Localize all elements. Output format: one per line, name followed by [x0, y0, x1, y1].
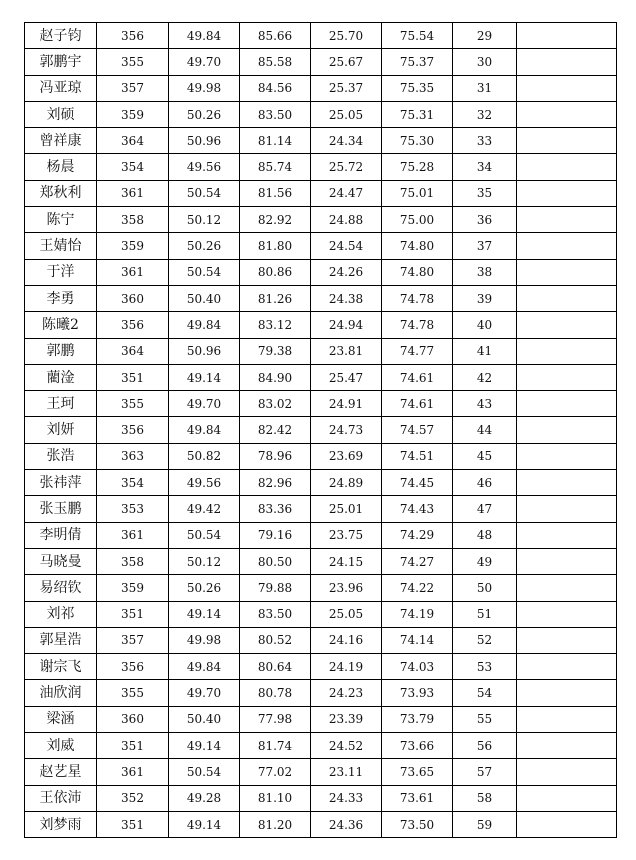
table-row: [25, 154, 617, 180]
weighted-interview-cell: 25.05: [311, 101, 382, 127]
interview-score-cell: 80.50: [240, 548, 311, 574]
name-cell: 油欣润: [25, 680, 97, 706]
rank-cell: 33: [453, 128, 517, 154]
score-cell: 353: [97, 496, 169, 522]
weighted-score-cell: 49.98: [169, 75, 240, 101]
table-row: [25, 733, 617, 759]
weighted-interview-cell: 24.88: [311, 207, 382, 233]
score-cell: 355: [97, 680, 169, 706]
total-score-cell: 75.54: [382, 23, 453, 49]
table-row: [25, 128, 617, 154]
rank-cell: 31: [453, 75, 517, 101]
score-cell: 364: [97, 338, 169, 364]
weighted-interview-cell: 25.05: [311, 601, 382, 627]
weighted-interview-cell: 24.54: [311, 233, 382, 259]
interview-score-cell: 79.88: [240, 575, 311, 601]
weighted-score-cell: 49.14: [169, 733, 240, 759]
remark-cell: [517, 285, 617, 311]
table-row: [25, 207, 617, 233]
remark-cell: [517, 417, 617, 443]
remark-cell: [517, 49, 617, 75]
remark-cell: [517, 733, 617, 759]
table-row: [25, 312, 617, 338]
remark-cell: [517, 391, 617, 417]
interview-score-cell: 77.98: [240, 706, 311, 732]
weighted-score-cell: 50.40: [169, 706, 240, 732]
rank-cell: 37: [453, 233, 517, 259]
remark-cell: [517, 207, 617, 233]
total-score-cell: 75.31: [382, 101, 453, 127]
weighted-interview-cell: 24.89: [311, 470, 382, 496]
name-cell: 张玉鹏: [25, 496, 97, 522]
total-score-cell: 73.65: [382, 759, 453, 785]
remark-cell: [517, 575, 617, 601]
score-cell: 357: [97, 627, 169, 653]
interview-score-cell: 85.74: [240, 154, 311, 180]
interview-score-cell: 84.90: [240, 364, 311, 390]
interview-score-cell: 79.16: [240, 522, 311, 548]
name-cell: 陈宁: [25, 207, 97, 233]
interview-score-cell: 84.56: [240, 75, 311, 101]
name-cell: 王依沛: [25, 785, 97, 811]
interview-score-cell: 81.56: [240, 180, 311, 206]
remark-cell: [517, 364, 617, 390]
weighted-interview-cell: 24.26: [311, 259, 382, 285]
score-table: [24, 22, 617, 838]
table-row: [25, 759, 617, 785]
rank-cell: 44: [453, 417, 517, 443]
rank-cell: 58: [453, 785, 517, 811]
score-cell: 351: [97, 811, 169, 837]
remark-cell: [517, 312, 617, 338]
total-score-cell: 75.00: [382, 207, 453, 233]
rank-cell: 30: [453, 49, 517, 75]
total-score-cell: 74.78: [382, 285, 453, 311]
weighted-score-cell: 50.26: [169, 233, 240, 259]
weighted-score-cell: 50.40: [169, 285, 240, 311]
name-cell: 杨晨: [25, 154, 97, 180]
rank-cell: 29: [453, 23, 517, 49]
rank-cell: 35: [453, 180, 517, 206]
table-row: [25, 75, 617, 101]
name-cell: 曾祥康: [25, 128, 97, 154]
total-score-cell: 73.93: [382, 680, 453, 706]
rank-cell: 54: [453, 680, 517, 706]
rank-cell: 55: [453, 706, 517, 732]
total-score-cell: 75.01: [382, 180, 453, 206]
score-cell: 360: [97, 285, 169, 311]
weighted-score-cell: 49.56: [169, 154, 240, 180]
interview-score-cell: 81.26: [240, 285, 311, 311]
weighted-interview-cell: 25.70: [311, 23, 382, 49]
total-score-cell: 74.03: [382, 654, 453, 680]
interview-score-cell: 83.36: [240, 496, 311, 522]
weighted-interview-cell: 24.15: [311, 548, 382, 574]
total-score-cell: 75.28: [382, 154, 453, 180]
name-cell: 刘妍: [25, 417, 97, 443]
weighted-score-cell: 49.28: [169, 785, 240, 811]
score-cell: 364: [97, 128, 169, 154]
name-cell: 藺淦: [25, 364, 97, 390]
table-row: [25, 259, 617, 285]
name-cell: 赵艺星: [25, 759, 97, 785]
table-row: [25, 233, 617, 259]
score-cell: 354: [97, 154, 169, 180]
weighted-interview-cell: 23.39: [311, 706, 382, 732]
score-cell: 352: [97, 785, 169, 811]
name-cell: 郭鹏宇: [25, 49, 97, 75]
name-cell: 张浩: [25, 443, 97, 469]
weighted-interview-cell: 24.19: [311, 654, 382, 680]
rank-cell: 39: [453, 285, 517, 311]
weighted-interview-cell: 23.69: [311, 443, 382, 469]
interview-score-cell: 80.86: [240, 259, 311, 285]
weighted-interview-cell: 25.72: [311, 154, 382, 180]
table-row: [25, 601, 617, 627]
interview-score-cell: 81.10: [240, 785, 311, 811]
score-cell: 351: [97, 733, 169, 759]
rank-cell: 49: [453, 548, 517, 574]
table-row: [25, 627, 617, 653]
score-cell: 351: [97, 601, 169, 627]
table-row: [25, 443, 617, 469]
weighted-interview-cell: 24.34: [311, 128, 382, 154]
total-score-cell: 74.19: [382, 601, 453, 627]
name-cell: 王婧怡: [25, 233, 97, 259]
score-cell: 361: [97, 180, 169, 206]
table-row: [25, 811, 617, 837]
table-row: [25, 417, 617, 443]
rank-cell: 59: [453, 811, 517, 837]
rank-cell: 47: [453, 496, 517, 522]
score-cell: 355: [97, 49, 169, 75]
weighted-score-cell: 49.84: [169, 23, 240, 49]
remark-cell: [517, 627, 617, 653]
remark-cell: [517, 259, 617, 285]
score-cell: 356: [97, 417, 169, 443]
total-score-cell: 74.77: [382, 338, 453, 364]
weighted-score-cell: 50.82: [169, 443, 240, 469]
score-cell: 361: [97, 259, 169, 285]
rank-cell: 57: [453, 759, 517, 785]
interview-score-cell: 85.66: [240, 23, 311, 49]
score-cell: 357: [97, 75, 169, 101]
interview-score-cell: 83.50: [240, 601, 311, 627]
total-score-cell: 75.30: [382, 128, 453, 154]
weighted-score-cell: 50.54: [169, 522, 240, 548]
name-cell: 郭鹏: [25, 338, 97, 364]
name-cell: 郑秋利: [25, 180, 97, 206]
remark-cell: [517, 128, 617, 154]
weighted-score-cell: 49.84: [169, 417, 240, 443]
weighted-score-cell: 49.42: [169, 496, 240, 522]
weighted-interview-cell: 25.37: [311, 75, 382, 101]
rank-cell: 32: [453, 101, 517, 127]
weighted-score-cell: 49.70: [169, 49, 240, 75]
table-row: [25, 470, 617, 496]
total-score-cell: 74.51: [382, 443, 453, 469]
remark-cell: [517, 23, 617, 49]
weighted-interview-cell: 24.94: [311, 312, 382, 338]
table-row: [25, 654, 617, 680]
weighted-score-cell: 50.54: [169, 180, 240, 206]
score-cell: 359: [97, 575, 169, 601]
remark-cell: [517, 233, 617, 259]
interview-score-cell: 81.74: [240, 733, 311, 759]
interview-score-cell: 82.42: [240, 417, 311, 443]
rank-cell: 34: [453, 154, 517, 180]
name-cell: 冯亚琼: [25, 75, 97, 101]
interview-score-cell: 80.52: [240, 627, 311, 653]
name-cell: 刘硕: [25, 101, 97, 127]
score-cell: 354: [97, 470, 169, 496]
weighted-score-cell: 50.96: [169, 338, 240, 364]
interview-score-cell: 81.14: [240, 128, 311, 154]
weighted-score-cell: 49.84: [169, 654, 240, 680]
name-cell: 刘威: [25, 733, 97, 759]
weighted-score-cell: 50.96: [169, 128, 240, 154]
weighted-interview-cell: 24.73: [311, 417, 382, 443]
score-cell: 359: [97, 233, 169, 259]
weighted-interview-cell: 23.81: [311, 338, 382, 364]
total-score-cell: 74.43: [382, 496, 453, 522]
interview-score-cell: 80.64: [240, 654, 311, 680]
weighted-interview-cell: 23.11: [311, 759, 382, 785]
rank-cell: 56: [453, 733, 517, 759]
name-cell: 谢宗飞: [25, 654, 97, 680]
interview-score-cell: 82.92: [240, 207, 311, 233]
score-cell: 351: [97, 364, 169, 390]
remark-cell: [517, 101, 617, 127]
weighted-interview-cell: 24.33: [311, 785, 382, 811]
interview-score-cell: 83.50: [240, 101, 311, 127]
remark-cell: [517, 785, 617, 811]
rank-cell: 40: [453, 312, 517, 338]
remark-cell: [517, 811, 617, 837]
weighted-score-cell: 49.70: [169, 391, 240, 417]
rank-cell: 36: [453, 207, 517, 233]
remark-cell: [517, 706, 617, 732]
name-cell: 赵子钧: [25, 23, 97, 49]
total-score-cell: 74.61: [382, 391, 453, 417]
table-row: [25, 338, 617, 364]
rank-cell: 45: [453, 443, 517, 469]
interview-score-cell: 85.58: [240, 49, 311, 75]
interview-score-cell: 79.38: [240, 338, 311, 364]
total-score-cell: 74.78: [382, 312, 453, 338]
total-score-cell: 75.35: [382, 75, 453, 101]
name-cell: 郭星浩: [25, 627, 97, 653]
name-cell: 梁涵: [25, 706, 97, 732]
score-cell: 361: [97, 522, 169, 548]
total-score-cell: 75.37: [382, 49, 453, 75]
interview-score-cell: 82.96: [240, 470, 311, 496]
score-cell: 358: [97, 548, 169, 574]
rank-cell: 52: [453, 627, 517, 653]
total-score-cell: 74.57: [382, 417, 453, 443]
interview-score-cell: 81.20: [240, 811, 311, 837]
interview-score-cell: 83.02: [240, 391, 311, 417]
remark-cell: [517, 75, 617, 101]
table-row: [25, 522, 617, 548]
remark-cell: [517, 496, 617, 522]
remark-cell: [517, 470, 617, 496]
name-cell: 李明倩: [25, 522, 97, 548]
remark-cell: [517, 338, 617, 364]
rank-cell: 50: [453, 575, 517, 601]
table-row: [25, 285, 617, 311]
remark-cell: [517, 654, 617, 680]
remark-cell: [517, 154, 617, 180]
total-score-cell: 74.22: [382, 575, 453, 601]
rank-cell: 43: [453, 391, 517, 417]
rank-cell: 42: [453, 364, 517, 390]
weighted-score-cell: 50.26: [169, 101, 240, 127]
weighted-interview-cell: 25.01: [311, 496, 382, 522]
weighted-interview-cell: 24.23: [311, 680, 382, 706]
remark-cell: [517, 759, 617, 785]
weighted-score-cell: 49.14: [169, 364, 240, 390]
total-score-cell: 74.80: [382, 259, 453, 285]
weighted-interview-cell: 23.75: [311, 522, 382, 548]
rank-cell: 53: [453, 654, 517, 680]
interview-score-cell: 78.96: [240, 443, 311, 469]
score-table-body: [25, 23, 617, 838]
total-score-cell: 74.14: [382, 627, 453, 653]
name-cell: 王珂: [25, 391, 97, 417]
remark-cell: [517, 180, 617, 206]
weighted-interview-cell: 23.96: [311, 575, 382, 601]
score-cell: 358: [97, 207, 169, 233]
table-row: [25, 23, 617, 49]
rank-cell: 41: [453, 338, 517, 364]
weighted-interview-cell: 24.16: [311, 627, 382, 653]
weighted-score-cell: 49.56: [169, 470, 240, 496]
total-score-cell: 74.61: [382, 364, 453, 390]
table-row: [25, 49, 617, 75]
total-score-cell: 73.50: [382, 811, 453, 837]
name-cell: 刘祁: [25, 601, 97, 627]
weighted-interview-cell: 24.47: [311, 180, 382, 206]
score-cell: 360: [97, 706, 169, 732]
total-score-cell: 74.80: [382, 233, 453, 259]
weighted-interview-cell: 24.91: [311, 391, 382, 417]
name-cell: 张祎萍: [25, 470, 97, 496]
name-cell: 易绍钦: [25, 575, 97, 601]
weighted-score-cell: 49.14: [169, 811, 240, 837]
interview-score-cell: 83.12: [240, 312, 311, 338]
weighted-interview-cell: 25.47: [311, 364, 382, 390]
total-score-cell: 74.29: [382, 522, 453, 548]
total-score-cell: 73.66: [382, 733, 453, 759]
weighted-score-cell: 50.54: [169, 259, 240, 285]
score-cell: 356: [97, 654, 169, 680]
weighted-score-cell: 49.14: [169, 601, 240, 627]
remark-cell: [517, 443, 617, 469]
score-cell: 356: [97, 312, 169, 338]
interview-score-cell: 80.78: [240, 680, 311, 706]
weighted-interview-cell: 24.52: [311, 733, 382, 759]
remark-cell: [517, 601, 617, 627]
score-cell: 359: [97, 101, 169, 127]
score-cell: 355: [97, 391, 169, 417]
table-row: [25, 391, 617, 417]
weighted-score-cell: 50.26: [169, 575, 240, 601]
rank-cell: 51: [453, 601, 517, 627]
name-cell: 马晓曼: [25, 548, 97, 574]
name-cell: 于洋: [25, 259, 97, 285]
remark-cell: [517, 548, 617, 574]
table-row: [25, 364, 617, 390]
interview-score-cell: 81.80: [240, 233, 311, 259]
table-row: [25, 785, 617, 811]
rank-cell: 46: [453, 470, 517, 496]
total-score-cell: 73.61: [382, 785, 453, 811]
weighted-score-cell: 49.84: [169, 312, 240, 338]
interview-score-cell: 77.02: [240, 759, 311, 785]
table-row: [25, 101, 617, 127]
remark-cell: [517, 522, 617, 548]
table-row: [25, 680, 617, 706]
remark-cell: [517, 680, 617, 706]
score-cell: 363: [97, 443, 169, 469]
name-cell: 陈曦2: [25, 312, 97, 338]
name-cell: 刘梦雨: [25, 811, 97, 837]
table-row: [25, 548, 617, 574]
table-row: [25, 575, 617, 601]
weighted-interview-cell: 25.67: [311, 49, 382, 75]
rank-cell: 48: [453, 522, 517, 548]
score-cell: 356: [97, 23, 169, 49]
total-score-cell: 73.79: [382, 706, 453, 732]
rank-cell: 38: [453, 259, 517, 285]
table-row: [25, 180, 617, 206]
weighted-interview-cell: 24.38: [311, 285, 382, 311]
score-cell: 361: [97, 759, 169, 785]
name-cell: 李勇: [25, 285, 97, 311]
table-row: [25, 496, 617, 522]
table-row: [25, 706, 617, 732]
weighted-score-cell: 50.12: [169, 207, 240, 233]
total-score-cell: 74.27: [382, 548, 453, 574]
weighted-score-cell: 49.98: [169, 627, 240, 653]
weighted-score-cell: 49.70: [169, 680, 240, 706]
weighted-score-cell: 50.54: [169, 759, 240, 785]
weighted-score-cell: 50.12: [169, 548, 240, 574]
total-score-cell: 74.45: [382, 470, 453, 496]
weighted-interview-cell: 24.36: [311, 811, 382, 837]
